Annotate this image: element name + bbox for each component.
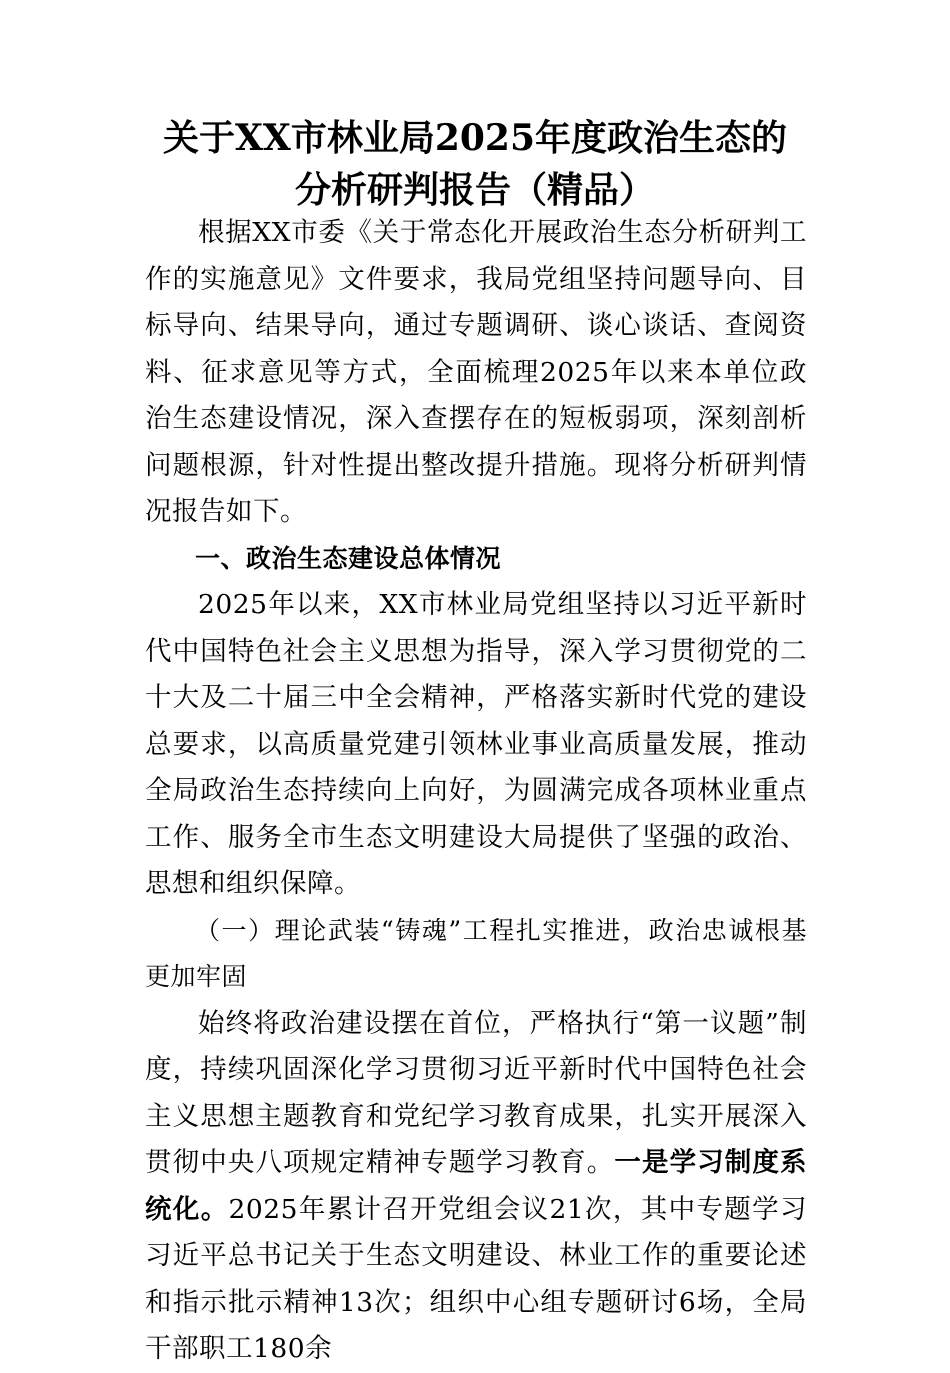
section-paragraph: 2025年以来，XX市林业局党组坚持以习近平新时代中国特色社会主义思想为指导，深入学习贯彻党的二十大及二十届三中全会精神，严格落实新时代党的建设总要求，以高质量党建引领林业事业高质量发展，推动全局政治生态持续向上向好，为圆满完成各项林业重点工作、服务全市生态文明建设大局提供了坚强的政治、思想和组织保障。 bbox=[145, 589, 807, 899]
document-title: 关于XX市林业局2025年度政治生态的分析研判报告（精品） bbox=[162, 117, 788, 211]
subsection-paragraph bbox=[145, 1001, 807, 1373]
subsection-heading: （一）理论武装“铸魂”工程扎实推进，政治忠诚根基更加牢固 bbox=[145, 915, 807, 991]
subsection-bold-point: 一是学习制度系统化。 bbox=[145, 1147, 808, 1225]
section-heading: 一、政治生态建设总体情况 bbox=[195, 543, 502, 573]
document-body bbox=[145, 210, 807, 1373]
subsection-text-end: 2025年累计召开党组会议21次，其中专题学习习近平总书记关于生态文明建设、林业工作的重要论述和指示批示精神13次；组织中心组专题研讨6场，全局干部职工180余 bbox=[145, 1193, 807, 1364]
subsection-text-start: 始终将政治建设摆在首位，严格执行“第一议题”制度，持续巩固深化学习贯彻习近平新时代中国特色社会主义思想主题教育和党纪学习教育成果，扎实开展深入贯彻中央八项规定精神专题学习教育。 bbox=[145, 1007, 807, 1178]
intro-paragraph: 根据XX市委《关于常态化开展政治生态分析研判工作的实施意见》文件要求，我局党组坚持问题导向、目标导向、结果导向，通过专题调研、谈心谈话、查阅资料、征求意见等方式，全面梳理2025年以来本单位政治生态建设情况，深入查摆存在的短板弱项，深刻剖析问题根源，针对性提出整改提升措施。现将分析研判情况报告如下。 bbox=[145, 217, 807, 527]
